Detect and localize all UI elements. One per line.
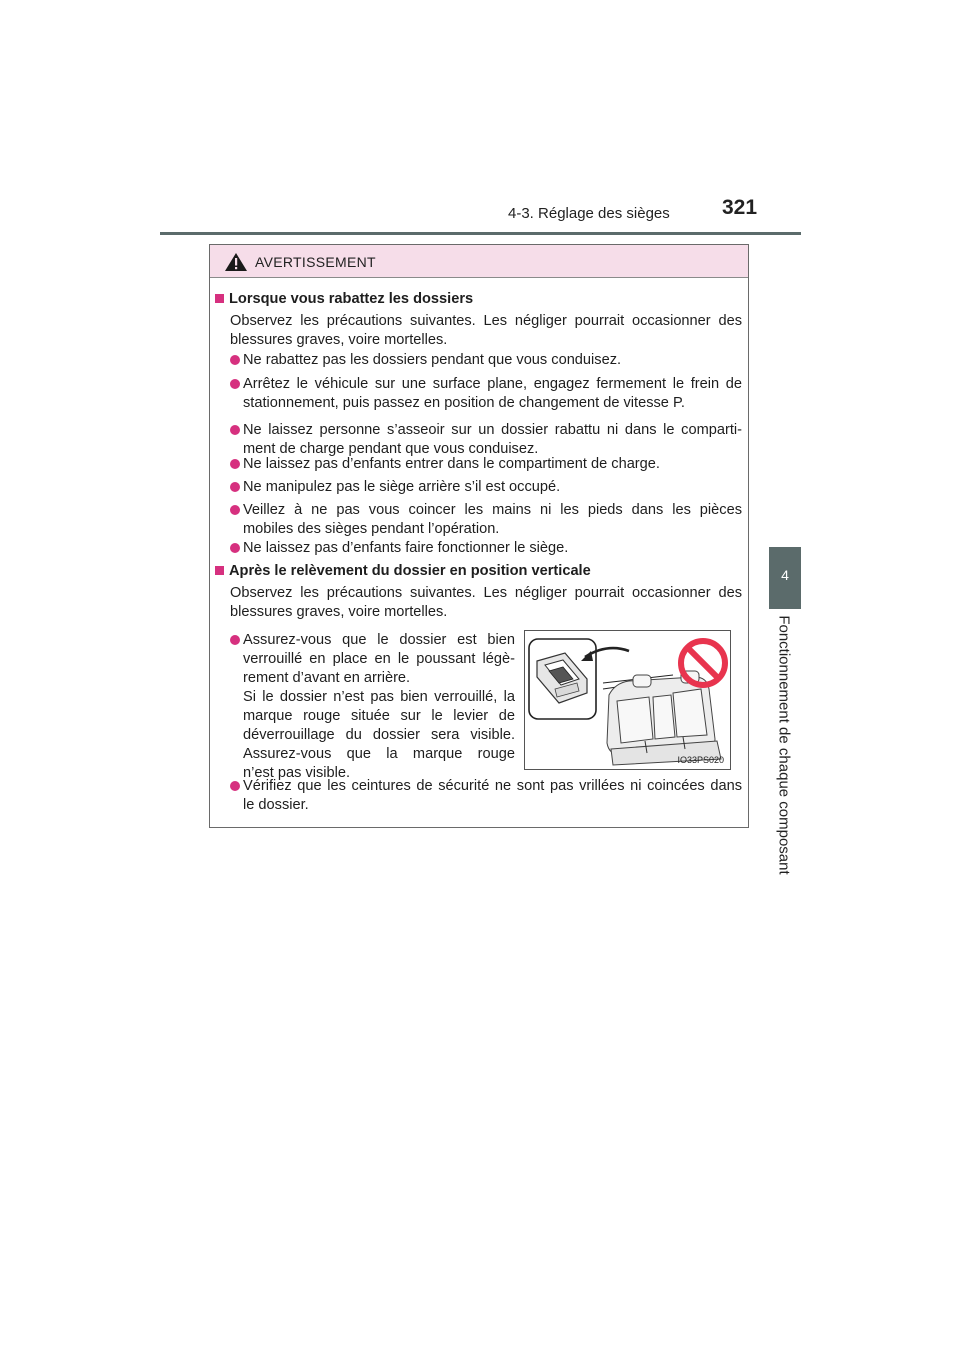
section-intro-line: blessures graves, voire mortelles. (230, 604, 448, 620)
list-item-continuation: rement d’avant en arrière. (243, 670, 411, 686)
section-heading-upright (215, 562, 591, 581)
header-rule (160, 232, 801, 235)
list-item-continuation: ment de charge pendant que vous conduisez. (243, 441, 539, 457)
list-item-continuation: déverrouillage du dossier sera visible. (243, 727, 515, 743)
round-bullet-icon (230, 379, 240, 389)
list-item: Vérifiez que les ceintures de sécurité ne sont pas vrillées ni coincées dans (243, 778, 742, 794)
round-bullet-icon (230, 355, 240, 365)
round-bullet-icon (230, 781, 240, 791)
round-bullet-icon (230, 505, 240, 515)
figure-code: IO33PS020 (677, 755, 724, 765)
list-item-continuation: mobiles des sièges pendant l’opération. (243, 521, 500, 537)
list-item: Ne laissez pas d’enfants faire fonctionner le siège. (243, 540, 569, 556)
seat-illustration (524, 630, 731, 770)
round-bullet-icon (230, 543, 240, 553)
warning-title: AVERTISSEMENT (255, 254, 376, 270)
round-bullet-icon (230, 482, 240, 492)
list-item: Arrêtez le véhicule sur une surface plane, engagez fermement le frein de (243, 376, 742, 392)
list-item: Ne laissez pas d’enfants entrer dans le compartiment de charge. (243, 456, 660, 472)
list-item: Ne manipulez pas le siège arrière s’il est occupé. (243, 479, 561, 495)
section-heading-text: Après le relèvement du dossier en position verticale (229, 563, 591, 579)
section-intro-line: Observez les précautions suivantes. Les négliger pourrait occasionner des (230, 585, 742, 601)
list-item: Veillez à ne pas vous coincer les mains ni les pieds dans les pièces (243, 502, 742, 518)
rear-seat-illustration (525, 631, 730, 769)
warning-header (210, 245, 748, 278)
chapter-number: 4 (781, 567, 789, 583)
section-intro-line: Observez les précautions suivantes. Les négliger pourrait occasionner des (230, 313, 742, 329)
round-bullet-icon (230, 459, 240, 469)
round-bullet-icon (230, 425, 240, 435)
square-bullet-icon (215, 294, 224, 303)
list-item-continuation: marque rouge située sur le levier de (243, 708, 515, 724)
warning-triangle-icon (224, 252, 248, 272)
section-heading-text: Lorsque vous rabattez les dossiers (229, 291, 474, 307)
list-item-continuation: stationnement, puis passez en position de changement de vitesse P. (243, 395, 685, 411)
round-bullet-icon (230, 635, 240, 645)
chapter-tab[interactable] (769, 547, 801, 609)
page-number: 321 (722, 196, 758, 219)
list-item-continuation: le dossier. (243, 797, 309, 813)
list-item-continuation: verrouillé en place en le poussant légè- (243, 651, 515, 667)
chapter-label: Fonctionnement de chaque composant (775, 615, 793, 875)
list-item: Ne laissez personne s’asseoir sur un dossier rabattu ni dans le comparti- (243, 422, 742, 438)
list-item: Assurez-vous que le dossier est bien (243, 632, 515, 648)
section-heading-folding (215, 290, 473, 309)
list-item-continuation: n’est pas visible. (243, 765, 351, 781)
section-title: 4-3. Réglage des sièges (508, 205, 670, 222)
section-intro-line: blessures graves, voire mortelles. (230, 332, 448, 348)
list-item-continuation: Si le dossier n’est pas bien verrouillé, la (243, 689, 515, 705)
list-item-continuation: Assurez-vous que la marque rouge (243, 746, 515, 762)
square-bullet-icon (215, 566, 224, 575)
list-item: Ne rabattez pas les dossiers pendant que vous conduisez. (243, 352, 622, 368)
